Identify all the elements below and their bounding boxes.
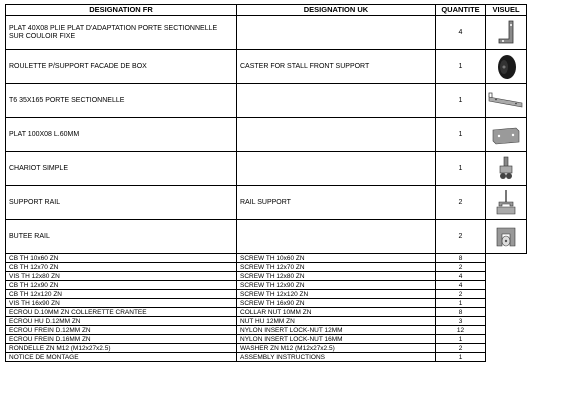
table-row [6,281,527,290]
header-designation-fr: DESIGNATION FR [6,5,237,16]
table-row [6,272,527,281]
caster-wheel-icon [491,52,521,82]
cell-quantity: 12 [436,326,486,335]
cell-designation-fr: CB TH 12x70 ZN [6,263,237,272]
cell-quantity: 4 [436,281,486,290]
cell-designation-fr: SUPPORT RAIL [6,186,237,220]
cell-quantity: 2 [436,220,486,254]
cell-designation-fr: BUTEE RAIL [6,220,237,254]
table-row [6,50,527,84]
table-row [6,186,527,220]
cell-quantity: 4 [436,272,486,281]
cell-quantity: 1 [436,152,486,186]
cell-quantity: 2 [436,186,486,220]
cell-designation-fr: RONDELLE ZN M12 (M12x27x2.5) [6,344,237,353]
cell-designation-uk: ASSEMBLY INSTRUCTIONS [237,353,436,362]
cell-designation-fr: CHARIOT SIMPLE [6,152,237,186]
table-row [6,326,527,335]
cell-designation-uk: NUT HU 12MM ZN [237,317,436,326]
cell-quantity: 2 [436,344,486,353]
cell-designation-fr: CB TH 12x120 ZN [6,290,237,299]
cell-designation-uk [237,16,436,50]
cell-designation-fr: ECROU FREIN D.12MM ZN [6,326,237,335]
cell-designation-uk [237,152,436,186]
cell-designation-fr: T6 35X165 PORTE SECTIONNELLE [6,84,237,118]
rail-support-icon [491,188,521,218]
cell-designation-fr: VIS TH 12x80 ZN [6,272,237,281]
cell-quantity: 1 [436,299,486,308]
header-designation-uk: DESIGNATION UK [237,5,436,16]
cell-designation-fr: PLAT 100X08 L.60MM [6,118,237,152]
cell-visual [486,220,527,254]
cell-designation-uk: NYLON INSERT LOCK-NUT 16MM [237,335,436,344]
table-row [6,353,527,362]
cell-quantity: 4 [436,16,486,50]
cell-designation-uk: SCREW TH 12x90 ZN [237,281,436,290]
cell-quantity: 3 [436,317,486,326]
cell-designation-uk: WASHER ZN M12 (M12x27x2.5) [237,344,436,353]
cell-designation-fr: ECROU D.10MM ZN COLLERETTE CRANTEE [6,308,237,317]
cell-designation-fr: PLAT 40X08 PLIE PLAT D'ADAPTATION PORTE SECTIONNELLE SUR COULOIR FIXE [6,16,237,50]
cell-quantity: 2 [436,290,486,299]
cell-quantity: 1 [436,118,486,152]
cell-quantity: 8 [436,308,486,317]
table-row [6,308,527,317]
cell-designation-fr: VIS TH 16x90 ZN [6,299,237,308]
cell-designation-fr: CB TH 12x90 ZN [6,281,237,290]
cell-visual [486,50,527,84]
table-row [6,344,527,353]
table-row [6,263,527,272]
flat-bar-icon [486,86,526,116]
cell-quantity: 2 [436,263,486,272]
cell-designation-uk: NYLON INSERT LOCK-NUT 12MM [237,326,436,335]
trolley-icon [491,154,521,184]
cell-designation-uk [237,84,436,118]
table-row [6,299,527,308]
cell-quantity: 1 [436,353,486,362]
cell-designation-uk: SCREW TH 16x90 ZN [237,299,436,308]
cell-designation-fr: NOTICE DE MONTAGE [6,353,237,362]
table-row [6,118,527,152]
table-row [6,220,527,254]
cell-designation-uk: SCREW TH 12x120 ZN [237,290,436,299]
table-row [6,152,527,186]
header-row [6,5,527,16]
cell-designation-fr: ECROU FREIN D.16MM ZN [6,335,237,344]
cell-quantity: 1 [436,335,486,344]
table-row [6,335,527,344]
cell-designation-uk: RAIL SUPPORT [237,186,436,220]
cell-quantity: 1 [436,84,486,118]
parts-table [5,4,527,362]
cell-designation-uk: COLLAR NUT 10MM ZN [237,308,436,317]
cell-quantity: 1 [436,50,486,84]
header-visual: VISUEL [486,5,527,16]
table-row [6,16,527,50]
cell-designation-uk [237,220,436,254]
rail-stop-icon [491,222,521,252]
cell-designation-fr: CB TH 10x60 ZN [6,254,237,263]
bent-plate-icon [491,18,521,48]
table-row [6,317,527,326]
table-row [6,290,527,299]
cell-visual [486,118,527,152]
cell-designation-fr: ECROU HU D.12MM ZN [6,317,237,326]
cell-designation-uk: SCREW TH 10x60 ZN [237,254,436,263]
cell-designation-uk: CASTER FOR STALL FRONT SUPPORT [237,50,436,84]
cell-quantity: 8 [436,254,486,263]
cell-visual [486,152,527,186]
header-quantity: QUANTITE [436,5,486,16]
cell-visual [486,186,527,220]
table-row [6,254,527,263]
table-row [6,84,527,118]
cell-designation-uk: SCREW TH 12x80 ZN [237,272,436,281]
cell-visual [486,84,527,118]
cell-designation-fr: ROULETTE P/SUPPORT FACADE DE BOX [6,50,237,84]
cell-designation-uk: SCREW TH 12x70 ZN [237,263,436,272]
cell-visual [486,16,527,50]
plate-icon [488,120,524,150]
cell-designation-uk [237,118,436,152]
